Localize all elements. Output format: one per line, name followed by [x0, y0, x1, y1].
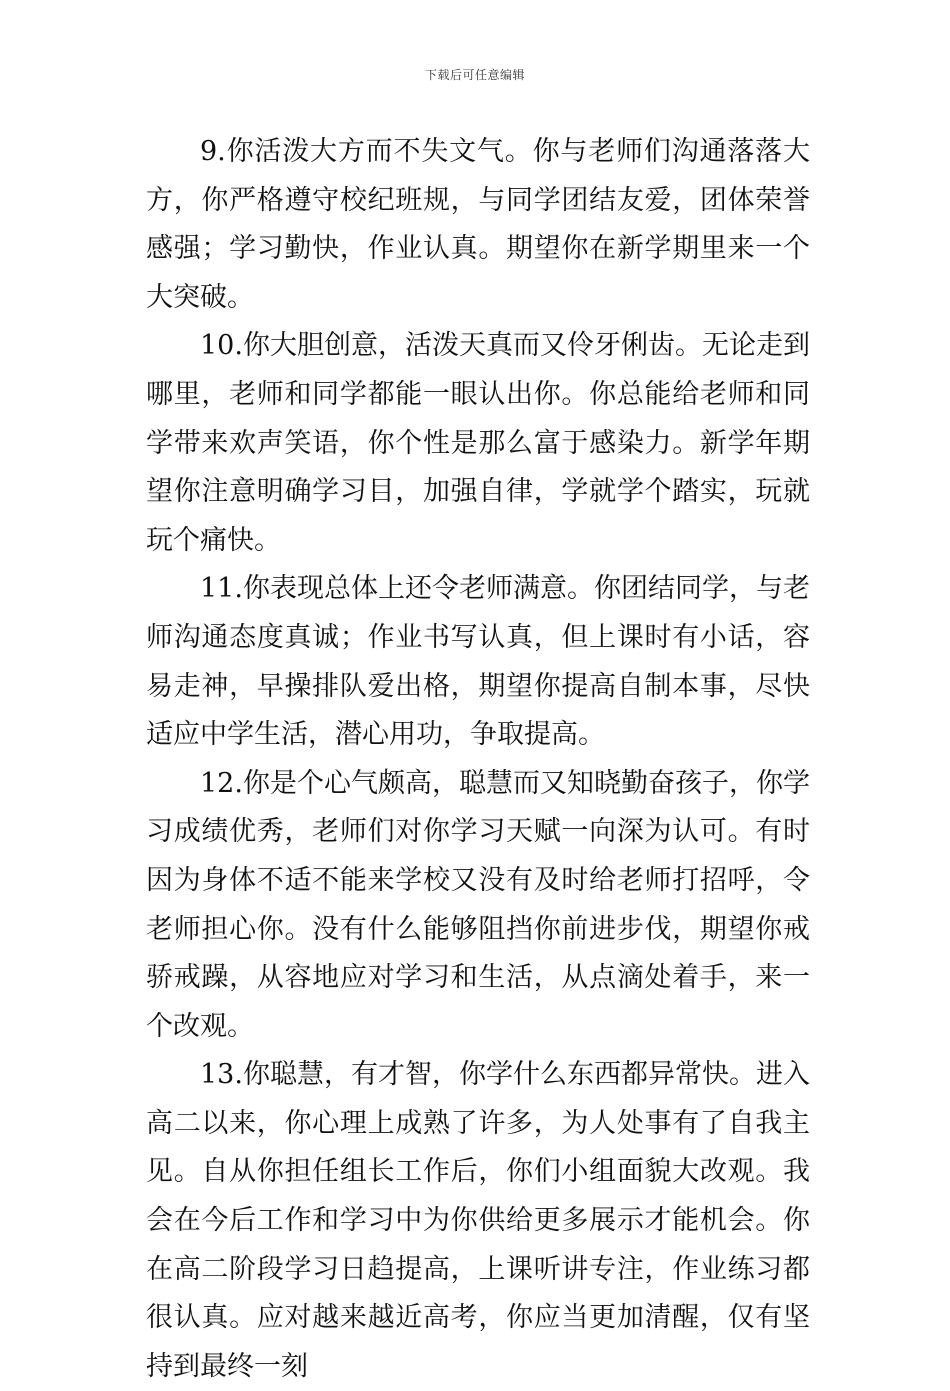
document-body — [146, 128, 810, 1391]
comment-paragraph-10: 10.你大胆创意，活泼天真而又伶牙俐齿。无论走到哪里，老师和同学都能一眼认出你。你总能给老师和同学带来欢声笑语，你个性是那么富于感染力。新学年期望你注意明确学习目，加强自律，学就学个踏实，玩就玩个痛快。 — [146, 330, 810, 556]
comment-paragraph-13: 13.你聪慧，有才智，你学什么东西都异常快。进入高二以来，你心理上成熟了许多，为人处事有了自我主见。自从你担任组长工作后，你们小组面貌大改观。我会在今后工作和学习中为你供给更多展示才能机会。你在高二阶段学习日趋提高，上课听讲专注，作业练习都很认真。应对越来越近高考，你应当更加清醒，仅有坚持到最终一刻 — [146, 1059, 810, 1382]
comment-paragraph-11: 11.你表现总体上还令老师满意。你团结同学，与老师沟通态度真诚；作业书写认真，但上课时有小话，容易走神，早操排队爱出格，期望你提高自制本事，尽快适应中学生活，潜心用功，争取提高。 — [146, 573, 810, 751]
comment-paragraph-12: 12.你是个心气颇高，聪慧而又知晓勤奋孩子，你学习成绩优秀，老师们对你学习天赋一向深为认可。有时因为身体不适不能来学校又没有及时给老师打招呼，令老师担心你。没有什么能够阻挡你前进步伐，期望你戒骄戒躁，从容地应对学习和生活，从点滴处着手，来一个改观。 — [146, 767, 810, 1042]
page-header: 下载后可任意编辑 — [424, 68, 525, 82]
comment-paragraph-9: 9.你活泼大方而不失文气。你与老师们沟通落落大方，你严格遵守校纪班规，与同学团结友爱，团体荣誉感强；学习勤快，作业认真。期望你在新学期里来一个大突破。 — [146, 136, 810, 313]
